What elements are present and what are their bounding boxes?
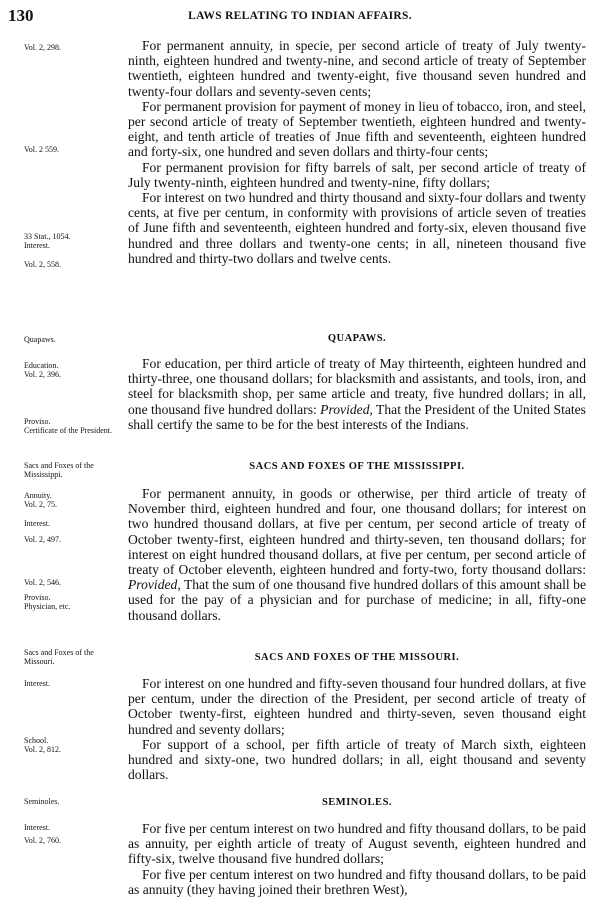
section-heading: QUAPAWS.	[327, 333, 387, 344]
margin-note: Vol. 2, 760.	[24, 836, 61, 845]
page-number: 130	[8, 6, 34, 25]
margin-note: Physician, etc.	[24, 602, 71, 611]
paragraph: For interest on one hundred and fifty-seven thousand four hundred dollars, at five per centum, under the direction of the President, per second article of treaty of October twenty-first, eighteen hundred and thirty-seven, seven thousand eight hundred and seventy dollars;	[128, 676, 586, 737]
paragraph: For interest on two hundred and thirty thousand and sixty-four dollars and twenty cents, at five per centum, in conformity with provisions of article seven of treaties of June fifth and seventeenth, eighteen hundred and forty-six, eleven thousand five hundred and three dollars and twenty-one cents; in all, nineteen thousand five hundred and thirty-two dollars and twelve cents.	[128, 190, 586, 266]
margin-note: Vol. 2 559.	[24, 145, 59, 154]
margin-note: Vol. 2, 546.	[24, 578, 61, 587]
paragraph: For permanent annuity, in goods or otherwise, per third article of treaty of November third, eighteen hundred and four, one thousand dollars; for interest on two hundred thousand dollars, at five per centum, per second article of treaty of October twenty-first, eighteen hundred and thirty-seven, ten thousand dollars; for interest on eight hundred thousand dollars, at five per centum, per second article of treaty of October eleventh, eighteen hundred and forty-two, forty thousand dollars: Provided, That the sum of one thousand five hundred dollars of this amount shall be used for the pay of a physician and for purchase of medicine; in all, fifty-one thousand dollars.	[128, 486, 586, 623]
margin-note: Vol. 2, 812.	[24, 745, 61, 754]
section-heading: SACS AND FOXES OF THE MISSOURI.	[254, 652, 460, 663]
paragraph: For permanent provision for payment of money in lieu of tobacco, iron, and steel, per second article of treaty of September twentieth, eighteen hundred and twenty-eight, and tenth article of treaties of Jnue fifth and seventeenth, eighteen hundred and forty-six, one hundred and seven dollars and thirty-four cents;	[128, 98, 586, 160]
margin-note: Quapaws.	[24, 335, 56, 344]
margin-note: Proviso.	[24, 593, 51, 602]
margin-note: Interest.	[24, 241, 50, 250]
paragraph: For education, per third article of treaty of May thirteenth, eighteen hundred and thirty-three, one thousand dollars; for blacksmith and assistants, and tools, iron, and steel for blacksmith shop, per same article and treaty, five hundred dollars; in all, one thousand five hundred dollars: Provided, That the President of the United States shall certify the same to be for the best interests of the Indians.	[128, 356, 586, 432]
margin-note: Seminoles.	[24, 797, 60, 806]
margin-note: Certificate of the President.	[24, 426, 112, 435]
margin-note: Vol. 2, 558.	[24, 260, 61, 269]
margin-note: Sacs and Foxes of the Missouri.	[24, 648, 94, 666]
margin-note: Vol. 2, 298.	[24, 43, 61, 52]
margin-note: Education.	[24, 361, 59, 370]
margin-note: 33 Stat., 1054.	[24, 232, 71, 241]
paragraph: For permanent annuity, in specie, per second article of treaty of July twenty-ninth, eighteen hundred and twenty-nine, and second article of treaty of September twentieth, eighteen hundred and twenty-eight, five thousand seven hundred and twenty-four dollars and seventy-seven cents;	[128, 38, 586, 99]
text-block	[128, 486, 586, 623]
margin-note: Sacs and Foxes of the Mississippi.	[24, 461, 94, 479]
margin-note: Vol. 2, 396.	[24, 370, 61, 379]
margin-note: Interest.	[24, 519, 50, 528]
paragraph: For support of a school, per fifth article of treaty of March sixth, eighteen hundred and sixty-one, two hundred dollars; in all, eight thousand and seventy dollars.	[128, 736, 586, 783]
text-block	[128, 38, 586, 266]
section-heading: SEMINOLES.	[321, 797, 393, 808]
text-block	[128, 356, 586, 432]
paragraph: For permanent provision for fifty barrels of salt, per second article of treaty of July twenty-ninth, eighteen hundred and twenty-nine, fifty dollars;	[128, 159, 586, 190]
paragraph: For five per centum interest on two hundred and fifty thousand dollars, to be paid as annuity (they having joined their brethren West),	[128, 866, 586, 897]
section-heading: SACS AND FOXES OF THE MISSISSIPPI.	[249, 461, 465, 472]
running-head: LAWS RELATING TO INDIAN AFFAIRS.	[188, 10, 412, 22]
margin-note: Proviso.	[24, 417, 51, 426]
text-block	[128, 676, 586, 782]
margin-note: Vol. 2, 75.	[24, 500, 57, 509]
page-header	[8, 6, 592, 28]
paragraph: For five per centum interest on two hundred and fifty thousand dollars, to be paid as annuity, per eighth article of treaty of August seventh, eighteen hundred and fifty-six, twelve thousand five hundred dollars;	[128, 821, 586, 867]
margin-note: Interest.	[24, 679, 50, 688]
margin-note: School.	[24, 736, 49, 745]
margin-note: Annuity.	[24, 491, 52, 500]
text-block	[128, 821, 586, 897]
margin-note: Vol. 2, 497.	[24, 535, 61, 544]
margin-note: Interest.	[24, 823, 50, 832]
